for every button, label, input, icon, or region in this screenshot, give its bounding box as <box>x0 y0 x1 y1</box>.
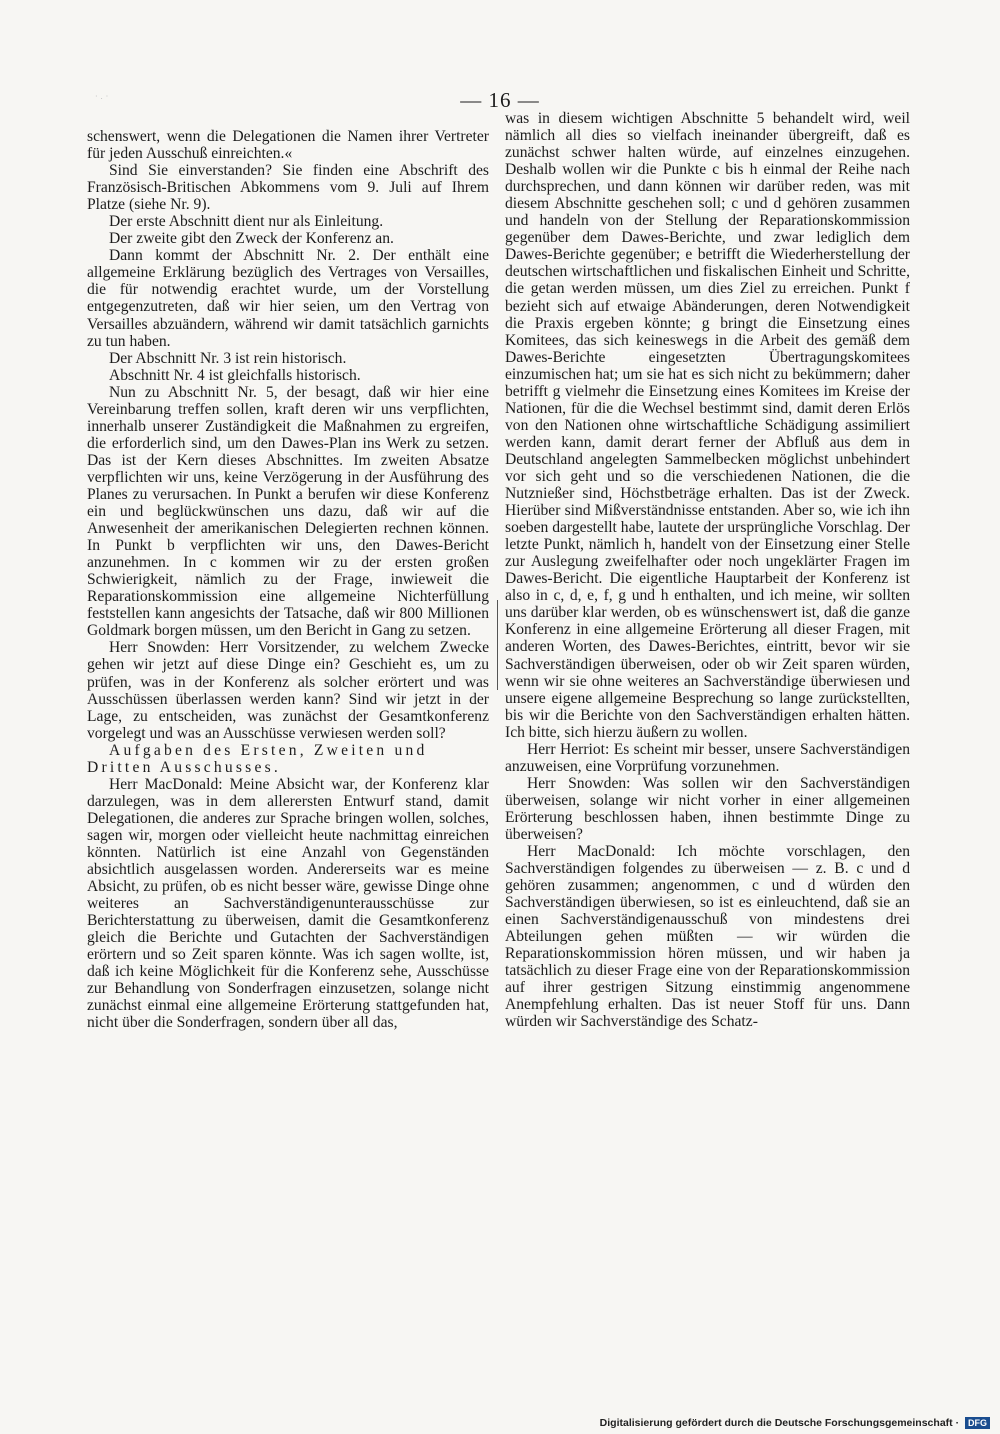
paragraph: Herr MacDonald: Meine Absicht war, der Konferenz klar darzulegen, was in dem allerersten Entwurf stand, damit Delegationen, die anderes zur Sprache bringen wollen, solches, sagen wir, morgen oder vielleicht heute nachmittag einreichen könnten. Natürlich ist eine Anzahl von Gegenständen absichtlich ausgelassen worden. Andererseits war es meine Absicht, zu prüfen, ob es nicht besser wäre, gewisse Dinge ohne weiteres an Sachverständigenunterausschüsse zur Berichterstattung zu überweisen, damit die Gesamtkonferenz gleich die Berichte und Gutachten der Sachverständigen erörtern und so Zeit sparen könnte. Was ich sagen wollte, ist, daß ich keine Möglichkeit für die Konferenz sehe, Ausschüsse zur Behandlung von Sonderfragen einzusetzen, solange nicht zunächst einmal eine allgemeine Erörterung stattgefunden hat, nicht über die Sonderfragen, sondern über all das, <box>87 775 489 1032</box>
left-paragraphs <box>87 128 489 742</box>
footer-text: Digitalisierung gefördert durch die Deutsche Forschungsgemeinschaft <box>599 1417 953 1429</box>
page-number: — 16 — <box>460 88 540 112</box>
paragraph: Der zweite gibt den Zweck der Konferenz an. <box>109 230 394 248</box>
paragraph: was in diesem wichtigen Abschnitte 5 behandelt wird, weil nämlich all dies so vielfach ineinander übergreift, daß es zunächst schwer halten würde, auf einzelnes einzugehen. Deshalb wollen wir die Punkte c bis h einmal der Reihe nach durchsprechen, und dann können wir darüber reden, was mit diesem Abschnitte geschehen soll; c und d gehören zusammen und handeln von der Stellung der Reparationskommission gegenüber dem Dawes-Berichte, und zwar lediglich dem Dawes-Berichte gegenüber; e betrifft die Wiederherstellung der deutschen wirtschaftlichen und fiskalischen Einheit und Schritte, die getan werden müssen, um dies Ziel zu erreichen. Punkt f bezieht sich auf etwaige Abänderungen, deren Notwendigkeit die Praxis ergeben könnte; g bringt die Einsetzung eines Komitees, das sich keineswegs in die Arbeit des gemäß dem Dawes-Berichte eingesetzten Übertragungskomitees einzumischen hat; um sie hat es sich nicht zu bekümmern; daher betrifft g vielmehr die Einsetzung eines Komitees im Kreise der Nationen, für die die Wechsel bestimmt sind, damit deren Erlös von den Nationen ohne wirtschaftliche Schädigung assimiliert werden kann, damit derart ferner der Abfluß aus dem in Deutschland angelegten Sammelbecken möglichst unbehindert vor sich geht und so die verschiedenen Nationen, die die Nutznießer sind, Höchstbeträge erhalten. Das ist der Zweck. Hierüber sind Mißverständnisse entstanden. Aber so, wie ich ihn soeben dargestellt habe, lautete der ursprüngliche Vorschlag. Der letzte Punkt, nämlich h, handelt von der Einsetzung einer Stelle zur Auslegung zweifelhafter oder noch ungeklärter Fragen im Dawes-Bericht. Die eigentliche Hauptarbeit der Konferenz ist also in c, d, e, f, g und h enthalten, und ich meine, wir sollten uns darüber klar werden, ob es wünschenswert ist, daß die ganze Konferenz in eine allgemeine Erörterung all dieser Fragen, mit anderen Worten, des Dawes-Berichtes, eintritt, bevor wir sie Sachverständigen überweisen, oder ob wir Zeit sparen würden, wenn wir sie ohne weiteres an Sachverständige überwiesen und unsere eigene allgemeine Besprechung so lange zurückstellten, bis wir die Berichte von den Sachverständigen erhalten hätten. Ich bitte, sich hierzu äußern zu wollen. <box>505 110 910 741</box>
paragraph: Der erste Abschnitt dient nur als Einleitung. <box>109 213 384 231</box>
paragraph: Der Abschnitt Nr. 3 ist rein historisch. <box>109 349 347 367</box>
paragraph: Sind Sie einverstanden? Sie finden eine Abschrift des Französisch-Britischen Abkommens vom 9. Juli auf Ihrem Platze (siehe Nr. 9). <box>87 162 489 214</box>
paragraph: schenswert, wenn die Delegationen die Namen ihrer Vertreter für jeden Ausschuß einreichten.« <box>87 128 489 163</box>
column-divider <box>497 600 498 690</box>
paragraph: Herr Snowden: Was sollen wir den Sachverständigen überweisen, solange wir nicht vorher in einer allgemeinen Erörterung beschlossen haben, ihnen bestimmte Dinge zu überweisen? <box>505 774 910 843</box>
section-heading: Aufgaben des Ersten, Zweiten und Dritten Ausschusses. <box>87 741 428 776</box>
paragraph: Nun zu Abschnitt Nr. 5, der besagt, daß wir hier eine Vereinbarung treffen sollen, kraft deren wir uns verpflichten, innerhalb unserer Zuständigkeit die Maßnahmen zu ergreifen, die erforderlich sind, um den Dawes-Plan ins Werk zu setzen. Das ist der Kern dieses Abschnittes. Im zweiten Absatze verpflichten wir uns, keine Verzögerung in der Ausführung des Planes zu verursachen. In Punkt a berufen wir diese Konferenz ein und beglückwünschen uns dazu, daß wir auf die Anwesenheit der amerikanischen Delegierten rechnen können. In Punkt b verpflichten wir uns, den Dawes-Bericht anzunehmen. In c kommen wir zu der ersten großen Schwierigkeit, nämlich zu der Frage, inwieweit die Reparationskommission eine allgemeine Nichterfüllung feststellen kann angesichts der Tatsache, daß wir 800 Millionen Goldmark borgen müssen, um den Bericht in Gang zu setzen. <box>87 383 489 640</box>
left-column <box>87 128 489 1031</box>
paragraph: Herr Snowden: Herr Vorsitzender, zu welchem Zwecke gehen wir jetzt auf diese Dinge ein? Geschieht es, um zu prüfen, was in der Konferenz als solcher erörtert und was Ausschüssen überlassen werden kann? Sind wir jetzt in der Lage, zu entscheiden, was zunächst der Gesamtkonferenz vorgelegt und was an Ausschüsse verwiesen werden soll? <box>87 639 489 742</box>
paragraph: Herr Herriot: Es scheint mir besser, unsere Sachverständigen anzuweisen, eine Vorprüfung vorzunehmen. <box>505 740 910 775</box>
dfg-logo: DFG <box>965 1417 990 1429</box>
margin-smudge: ·.· <box>95 92 112 101</box>
right-column <box>505 110 910 1031</box>
paragraph: Abschnitt Nr. 4 ist gleichfalls historisch. <box>109 366 361 384</box>
right-paragraphs <box>505 110 910 1031</box>
paragraph: Herr MacDonald: Ich möchte vorschlagen, den Sachverständigen folgendes zu überweisen — z. B. c und d gehören zusammen; angenommen, c und d würden den Sachverständigen überwiesen, so ist es einleuchtend, daß sie an einen Sachverständigenausschuß von mindestens drei Abteilungen gehen müßten — wir würden die Reparationskommission hören müssen, und wir haben ja tatsächlich zu dieser Frage eine von der Reparationskommission auf ihrer gestrigen Sitzung einstimmig angenommene Anempfehlung erhalten. Das ist neuer Stoff für uns. Dann würden wir Sachverständige des Schatz- <box>505 843 910 1031</box>
left-paragraphs-after-heading <box>87 776 489 1032</box>
paragraph: Dann kommt der Abschnitt Nr. 2. Der enthält eine allgemeine Erklärung bezüglich des Vertrages von Versailles, die für notwendig erachtet wurde, um der Vorstellung entgegenzutreten, daß wir hier seien, um den Vertrag von Versailles abzuändern, während wir damit tatsächlich garnichts zu tun haben. <box>87 247 489 350</box>
footer-credit: Digitalisierung gefördert durch die Deutsche Forschungsgemeinschaft · DFG <box>580 1417 990 1429</box>
